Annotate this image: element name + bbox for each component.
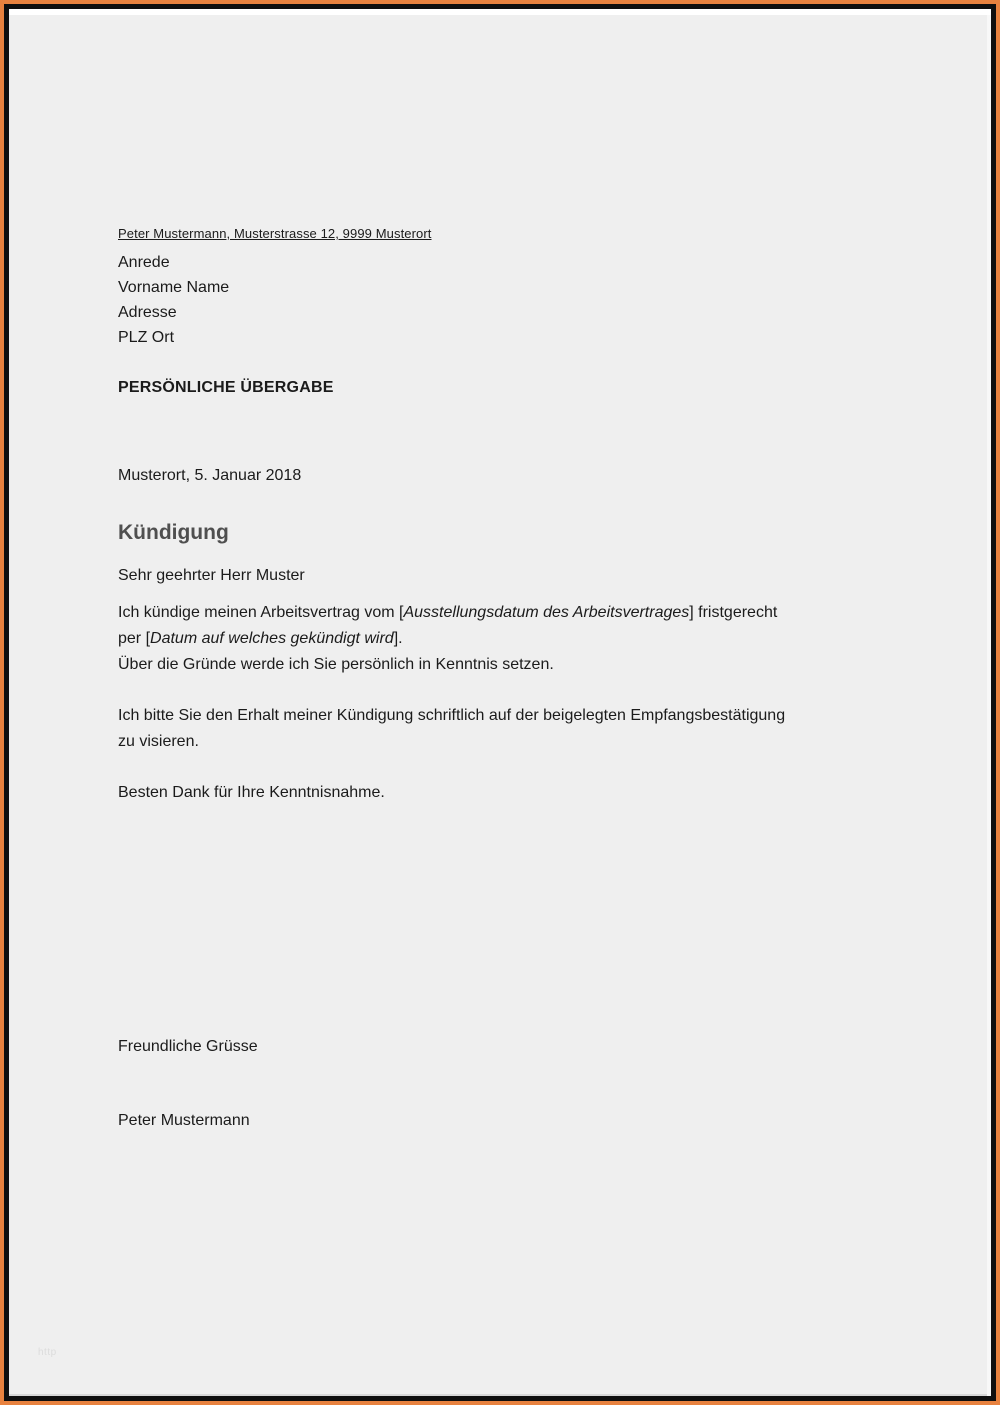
body-paragraph bbox=[118, 703, 961, 755]
delivery-note: PERSÖNLICHE ÜBERGABE bbox=[118, 379, 334, 396]
body-line: per [Datum auf welches gekündigt wird]. bbox=[118, 630, 403, 647]
date-line: Musterort, 5. Januar 2018 bbox=[118, 467, 302, 484]
watermark-text: http bbox=[38, 1347, 57, 1358]
body-line: zu visieren. bbox=[118, 733, 199, 750]
sender-line: Peter Mustermann, Musterstrasse 12, 9999 Musterort bbox=[118, 226, 432, 241]
letter-content bbox=[9, 9, 991, 1131]
letter-body bbox=[118, 600, 961, 806]
signature-name: Peter Mustermann bbox=[118, 1112, 250, 1129]
body-line: Über die Gründe werde ich Sie persönlich in Kenntnis setzen. bbox=[118, 656, 554, 673]
closing-line: Freundliche Grüsse bbox=[118, 1038, 258, 1055]
salutation: Sehr geehrter Herr Muster bbox=[118, 567, 305, 584]
letter-page bbox=[4, 4, 996, 1401]
body-paragraph bbox=[118, 780, 961, 806]
body-line: Besten Dank für Ihre Kenntnisnahme. bbox=[118, 784, 385, 801]
subject-heading: Kündigung bbox=[118, 521, 229, 544]
recipient-line: Adresse bbox=[118, 304, 177, 321]
body-line: Ich bitte Sie den Erhalt meiner Kündigung schriftlich auf der beigelegten Empfangsbestätigung bbox=[118, 707, 786, 724]
body-line: Ich kündige meinen Arbeitsvertrag vom [Ausstellungsdatum des Arbeitsvertrages] fristgerecht bbox=[118, 604, 778, 621]
recipient-line: Vorname Name bbox=[118, 279, 230, 296]
recipient-block bbox=[118, 250, 961, 350]
body-paragraph bbox=[118, 600, 961, 678]
recipient-line: Anrede bbox=[118, 254, 170, 271]
recipient-line: PLZ Ort bbox=[118, 329, 175, 346]
